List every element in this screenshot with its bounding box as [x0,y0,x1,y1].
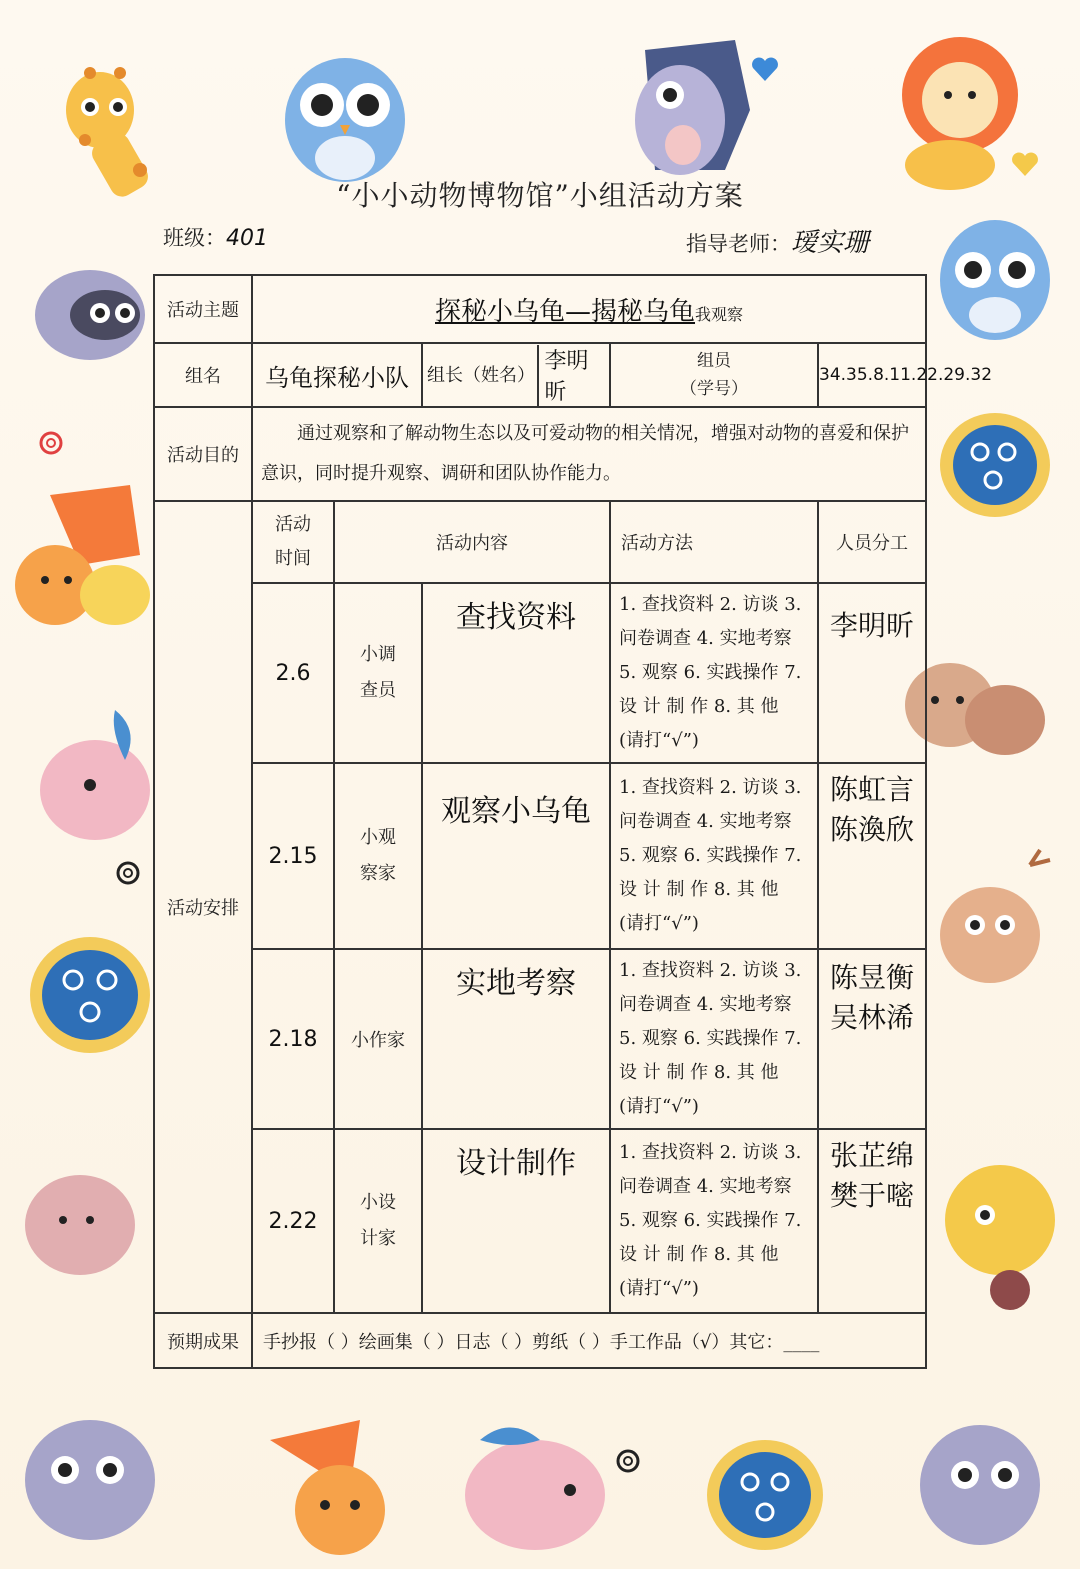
row-content: 实地考察 [422,949,610,1129]
row-staff: 张芷绵 樊于嘧 [818,1129,926,1313]
method-line: (请打“√”) [619,1096,699,1117]
theme-cell [252,275,926,343]
page-title: “小小动物博物馆”小组活动方案 [336,179,744,212]
row-role: 小设 计家 [334,1129,422,1313]
theme-value: 探秘小乌龟—揭秘乌龟 [435,296,696,327]
method-line: 设 计 制 作 8. 其 他 [619,1062,779,1083]
heart-icon [750,55,780,83]
purpose-text: 通过观察和了解动物生态以及可爱动物的相关情况，增强对动物的喜爱和保护意识，同时提升观察、调研和团队协作能力。 [252,407,926,501]
method-line: 问卷调查 4. 实地考察 [619,994,792,1015]
teacher-label: 指导老师： [686,232,791,256]
owl-icon [270,40,420,190]
owl-icon [925,205,1065,355]
hedgehog-icon [615,20,755,180]
method-line: (请打“√”) [619,913,699,934]
col-content: 活动内容 [334,501,610,583]
sheep-icon [930,1140,1070,1320]
spiral-icon [115,860,141,886]
class-value: 401 [226,226,268,251]
method-line: 1. 查找资料 2. 访谈 3. [619,960,802,981]
row-time: 2.22 [252,1129,334,1313]
table-row [154,583,926,763]
deer-icon [920,845,1070,995]
table-row [154,949,926,1129]
purpose-row [154,407,926,501]
method-line: 设 计 制 作 8. 其 他 [619,1244,779,1265]
whale-icon [20,690,160,850]
members-label: 组员 （学号） [610,343,818,407]
method-line: 1. 查找资料 2. 访谈 3. [619,777,802,798]
row-role: 小调 查员 [334,583,422,763]
row-staff: 陈昱衡 吴林浠 [818,949,926,1129]
row-method [610,1129,818,1313]
method-line: 问卷调查 4. 实地考察 [619,628,792,649]
spiral-icon [615,1448,641,1474]
members-value: 34.35.8.11.22.29.32 [818,343,926,407]
method-line: 设 计 制 作 8. 其 他 [619,879,779,900]
fox-icon [10,475,150,635]
method-line: (请打“√”) [619,730,699,751]
method-line: 1. 查找资料 2. 访谈 3. [619,594,802,615]
row-time: 2.18 [252,949,334,1129]
row-method [610,583,818,763]
whale-icon [450,1410,620,1560]
outcome-row [154,1313,926,1368]
fox-icon [250,1400,410,1560]
row-role: 小观 察家 [334,763,422,949]
raccoon-icon [900,1395,1060,1560]
schedule-header-row [154,501,926,583]
group-value: 乌龟探秘小队 [252,343,422,407]
class-field [163,222,268,252]
purpose-label: 活动目的 [154,407,252,501]
method-line: 5. 观察 6. 实践操作 7. [619,845,802,866]
schedule-label: 活动安排 [154,501,252,1313]
bear-icon [15,1160,155,1290]
row-time: 2.15 [252,763,334,949]
method-line: (请打“√”) [619,1278,699,1299]
table-row [154,763,926,949]
outcome-label: 预期成果 [154,1313,252,1368]
method-line: 问卷调查 4. 实地考察 [619,811,792,832]
col-method: 活动方法 [610,501,818,583]
activity-plan-table [153,274,993,1369]
method-line: 5. 观察 6. 实践操作 7. [619,1210,802,1231]
row-staff: 李明昕 [818,583,926,763]
row-method [610,763,818,949]
turtle-icon [690,1420,840,1560]
leader-value: 李明昕 [544,349,589,405]
col-time: 活动 时间 [252,501,334,583]
raccoon-icon [15,235,155,395]
method-line: 5. 观察 6. 实践操作 7. [619,1028,802,1049]
row-role: 小作家 [334,949,422,1129]
col-staff: 人员分工 [818,501,926,583]
theme-label: 活动主题 [154,275,252,343]
outcome-text: 手抄报（ ）绘画集（ ）日志（ ）剪纸（ ）手工作品（√）其它：____ [252,1313,926,1368]
row-staff: 陈虹言 陈渙欣 [818,763,926,949]
theme-row [154,275,926,343]
teacher-value: 瑷实珊 [791,228,870,258]
spiral-icon [38,430,64,456]
row-time: 2.6 [252,583,334,763]
method-line: 5. 观察 6. 实践操作 7. [619,662,802,683]
theme-print: 我观察 [695,304,744,324]
raccoon-icon [10,1400,170,1560]
row-content: 查找资料 [422,583,610,763]
method-line: 设 计 制 作 8. 其 他 [619,696,779,717]
group-row [154,343,926,407]
method-line: 1. 查找资料 2. 访谈 3. [619,1142,802,1163]
row-method [610,949,818,1129]
turtle-icon [15,910,165,1080]
table-row [154,1129,926,1313]
teacher-field [686,222,869,259]
leader-label: 组长（姓名） [423,345,539,406]
group-label: 组名 [154,343,252,407]
turtle-icon [925,390,1065,540]
class-label: 班级： [163,226,226,250]
leader-cell [422,343,610,407]
row-content: 观察小乌龟 [422,763,610,949]
row-content: 设计制作 [422,1129,610,1313]
method-line: 问卷调查 4. 实地考察 [619,1176,792,1197]
